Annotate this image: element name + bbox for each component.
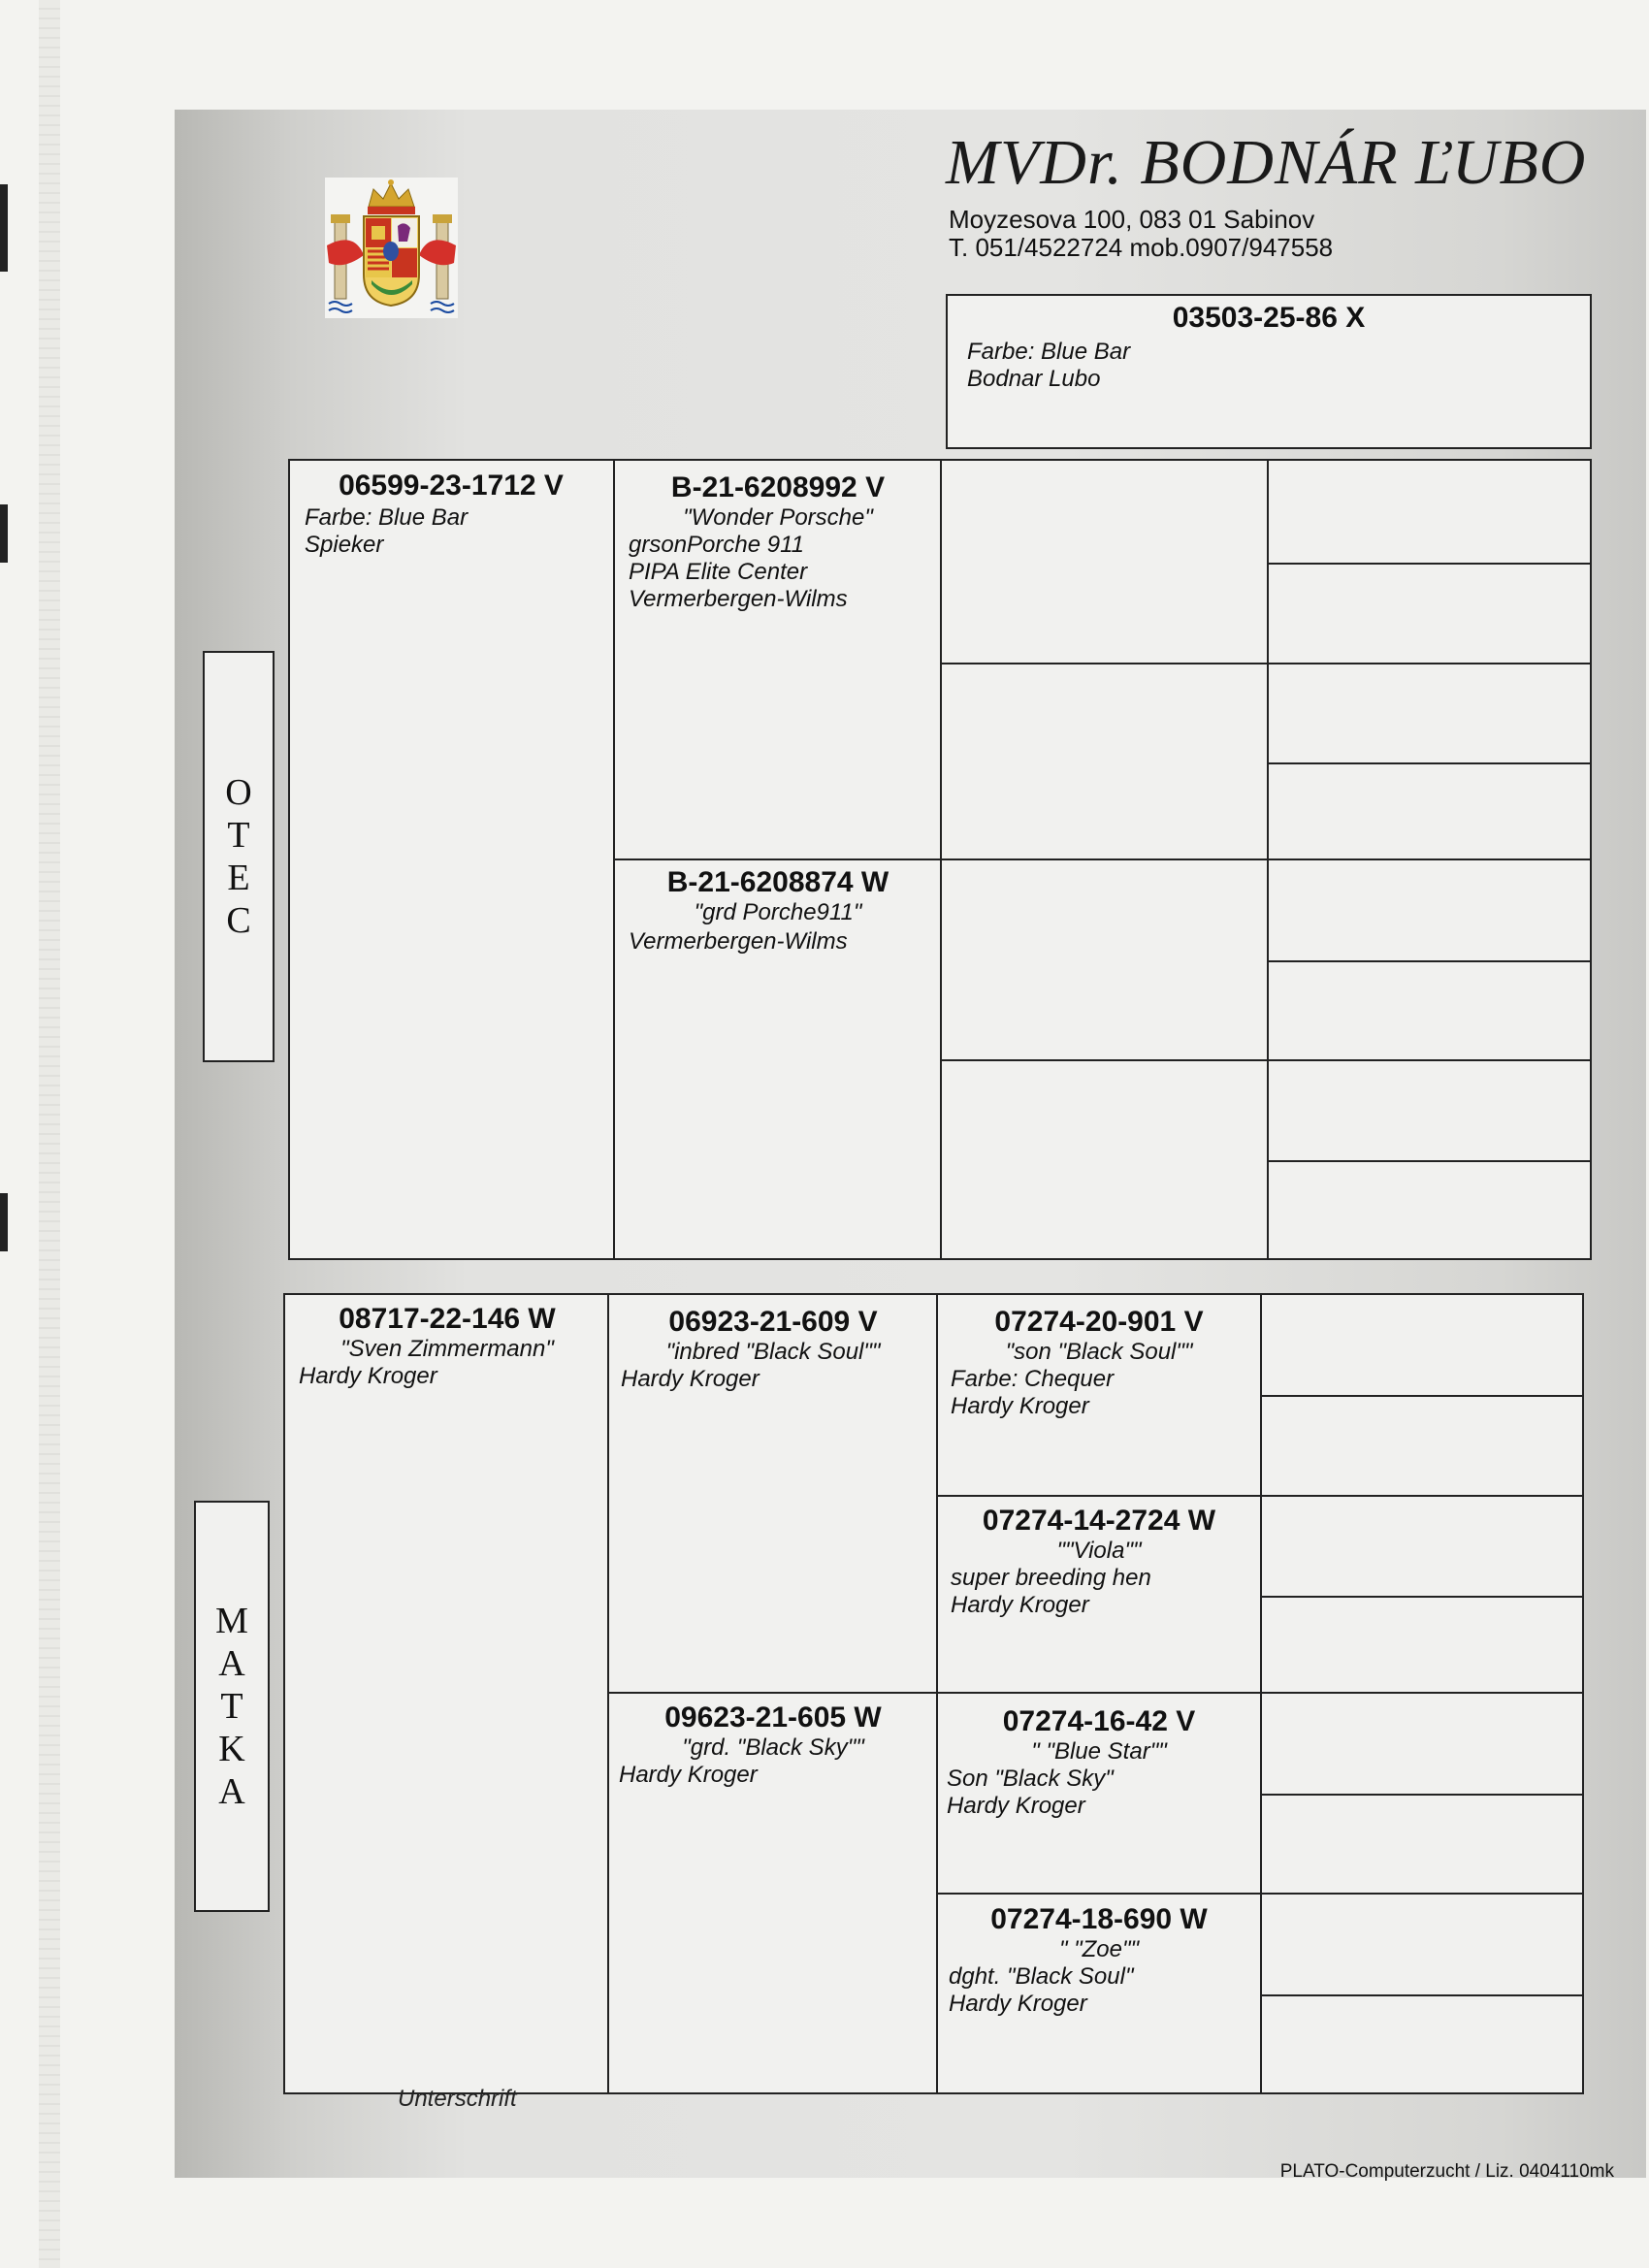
mmf-info-line: Hardy Kroger xyxy=(947,1793,1085,1819)
father-ring: 06599-23-1712 V xyxy=(339,470,564,502)
mmm-name: " "Zoe"" xyxy=(1058,1936,1140,1962)
father-mother-name: "grd Porche911" xyxy=(694,899,862,925)
mff-cell xyxy=(939,1306,1259,1420)
mother-father-ring: 06923-21-609 V xyxy=(668,1306,878,1338)
breeder-phone: T. 051/4522724 mob.0907/947558 xyxy=(949,233,1334,262)
father-father-info-line: PIPA Elite Center xyxy=(629,559,808,585)
mother-mother-name: "grd. "Black Sky"" xyxy=(682,1734,864,1761)
subject-bird-box xyxy=(946,294,1592,449)
side-letter: C xyxy=(226,900,251,941)
side-letter: T xyxy=(227,815,250,856)
mother-side-label xyxy=(194,1501,270,1912)
grid-divider xyxy=(1261,1994,1584,1996)
mmm-info-line: Hardy Kroger xyxy=(949,1991,1087,2017)
binder-mark xyxy=(0,1193,8,1251)
grid-divider xyxy=(1261,1395,1584,1397)
father-cell xyxy=(291,470,611,559)
side-letter: A xyxy=(218,1643,245,1684)
mother-mother-info-line: Hardy Kroger xyxy=(619,1762,758,1788)
grid-divider xyxy=(1268,1160,1592,1162)
mff-name: "son "Black Soul"" xyxy=(1005,1339,1193,1365)
mother-name: "Sven Zimmermann" xyxy=(340,1336,554,1362)
grid-divider xyxy=(1268,563,1592,565)
binder-mark xyxy=(0,504,8,563)
mmf-ring: 07274-16-42 V xyxy=(1002,1705,1196,1737)
mff-ring: 07274-20-901 V xyxy=(994,1306,1204,1338)
grid-divider xyxy=(1261,1794,1584,1796)
grid-divider xyxy=(1260,1293,1262,2094)
breeder-contact xyxy=(949,206,1333,262)
grid-divider xyxy=(607,1293,609,2094)
father-father-name: "Wonder Porsche" xyxy=(683,504,873,531)
father-mother-info-line: Vermerbergen-Wilms xyxy=(629,928,848,955)
father-side-label xyxy=(203,651,275,1062)
mfm-ring: 07274-14-2724 W xyxy=(982,1505,1216,1537)
mmm-info-line: dght. "Black Soul" xyxy=(949,1963,1134,1990)
grid-divider xyxy=(1268,960,1592,962)
grid-divider xyxy=(608,1692,1584,1694)
mfm-name: ""Viola"" xyxy=(1056,1538,1142,1564)
mff-info-line: Farbe: Chequer xyxy=(951,1366,1115,1392)
father-father-info-line: Vermerbergen-Wilms xyxy=(629,586,848,612)
mff-info-line: Hardy Kroger xyxy=(951,1393,1089,1419)
father-info-line: Farbe: Blue Bar xyxy=(305,504,469,531)
signature-label: Unterschrift xyxy=(398,2086,517,2112)
father-father-cell xyxy=(617,471,939,613)
spain-coat-of-arms-icon xyxy=(325,178,458,318)
grid-divider xyxy=(937,1495,1584,1497)
side-letter: E xyxy=(227,858,250,898)
side-letter: T xyxy=(220,1686,243,1727)
father-mother-ring: B-21-6208874 W xyxy=(666,866,889,898)
mmf-name: " "Blue Star"" xyxy=(1031,1738,1167,1765)
mother-cell xyxy=(287,1303,607,1390)
grid-divider xyxy=(936,1293,938,2094)
mmm-cell xyxy=(939,1903,1259,2018)
mother-mother-ring: 09623-21-605 W xyxy=(664,1701,882,1733)
binder-mark xyxy=(0,184,8,272)
mfm-cell xyxy=(939,1505,1259,1619)
mmm-ring: 07274-18-690 W xyxy=(990,1903,1208,1935)
grid-divider xyxy=(941,663,1592,664)
mmf-cell xyxy=(939,1705,1259,1820)
grid-divider xyxy=(1268,762,1592,764)
side-letter: A xyxy=(218,1771,245,1812)
side-letter: O xyxy=(225,772,252,813)
grid-divider xyxy=(937,1893,1584,1895)
footer-license: PLATO-Computerzucht / Liz. 0404110mk xyxy=(1279,2161,1614,2182)
side-letter: M xyxy=(215,1601,248,1641)
mother-father-name: "inbred "Black Soul"" xyxy=(665,1339,881,1365)
father-father-info-line: grsonPorche 911 xyxy=(629,532,805,558)
father-info-line: Spieker xyxy=(305,532,384,558)
subject-ring: 03503-25-86 X xyxy=(1172,302,1366,334)
grid-divider xyxy=(614,859,1592,860)
mother-lineage-grid xyxy=(283,1293,1584,2094)
mother-ring: 08717-22-146 W xyxy=(339,1303,556,1335)
breeder-address: Moyzesova 100, 083 01 Sabinov xyxy=(949,205,1315,234)
grid-divider xyxy=(1261,1596,1584,1598)
mmf-info-line: Son "Black Sky" xyxy=(947,1766,1114,1792)
mother-father-cell xyxy=(611,1306,935,1393)
father-mother-cell xyxy=(617,866,939,956)
subject-owner: Bodnar Lubo xyxy=(967,366,1101,392)
father-father-ring: B-21-6208992 V xyxy=(670,471,886,503)
grid-divider xyxy=(941,1059,1592,1061)
mfm-info-line: Hardy Kroger xyxy=(951,1592,1089,1618)
side-letter: K xyxy=(218,1729,245,1769)
mfm-info-line: super breeding hen xyxy=(951,1565,1151,1591)
subject-color: Farbe: Blue Bar xyxy=(967,339,1131,365)
mother-mother-cell xyxy=(611,1701,935,1789)
binder-edge xyxy=(39,0,60,2268)
breeder-name: MVDr. BODNÁR ĽUBO xyxy=(946,127,1587,198)
mother-father-info-line: Hardy Kroger xyxy=(621,1366,760,1392)
mother-info-line: Hardy Kroger xyxy=(299,1363,437,1389)
